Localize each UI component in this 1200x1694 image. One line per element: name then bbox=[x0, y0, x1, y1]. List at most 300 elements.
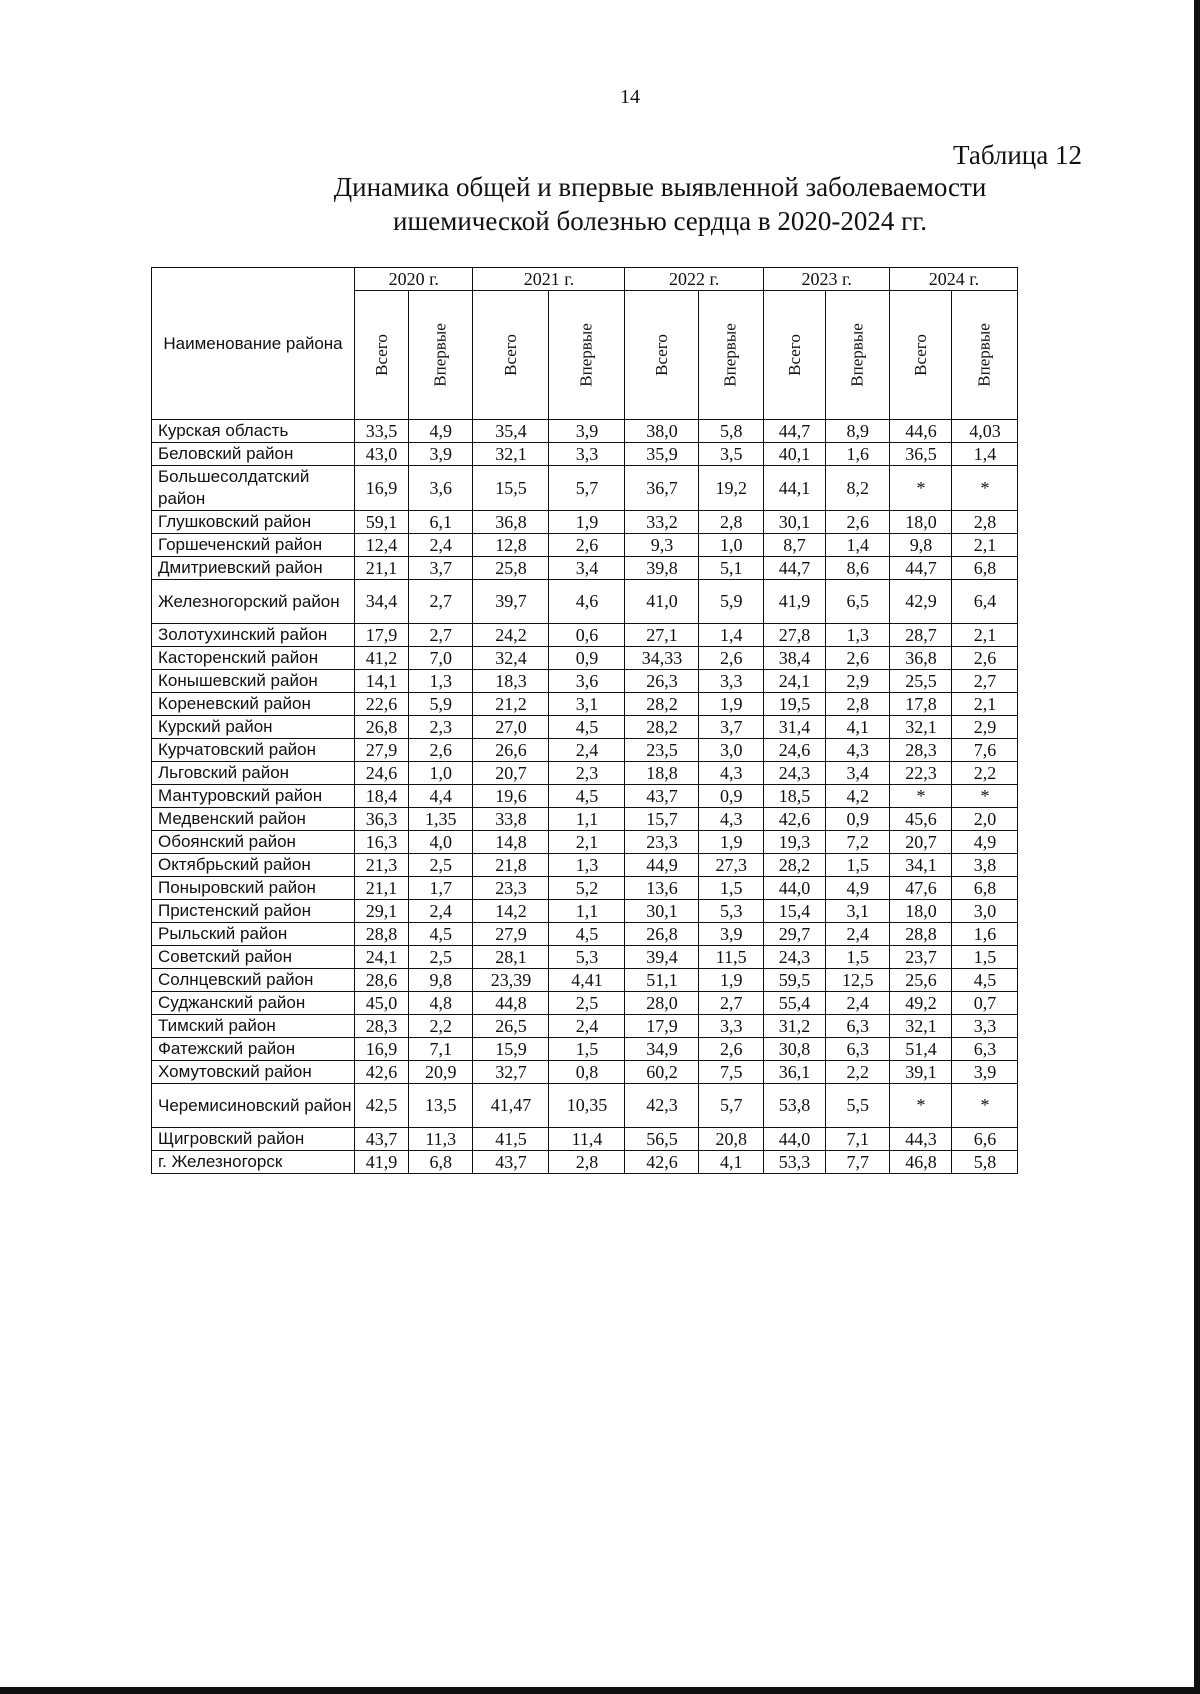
first-time-value-cell: 1,7 bbox=[409, 877, 473, 900]
rotated-label: Всего bbox=[910, 334, 930, 376]
first-time-value-cell: 0,6 bbox=[549, 624, 625, 647]
first-time-value-cell: 6,6 bbox=[952, 1128, 1018, 1151]
page-number: 14 bbox=[620, 86, 640, 108]
total-value-cell: * bbox=[890, 785, 952, 808]
first-time-value-cell: 3,3 bbox=[699, 1015, 763, 1038]
total-value-cell: 26,8 bbox=[355, 716, 409, 739]
district-name: Золотухинский район bbox=[152, 624, 355, 647]
first-time-value-cell: * bbox=[952, 466, 1018, 511]
total-value-cell: 43,7 bbox=[625, 785, 699, 808]
total-value-cell: 30,8 bbox=[763, 1038, 825, 1061]
year-header: 2023 г. bbox=[763, 268, 889, 291]
total-value-cell: 44,9 bbox=[625, 854, 699, 877]
table-row bbox=[152, 1015, 1018, 1038]
table-row bbox=[152, 877, 1018, 900]
total-value-cell: 20,7 bbox=[890, 831, 952, 854]
total-value-cell: 39,7 bbox=[473, 580, 549, 624]
first-time-value-cell: 2,6 bbox=[409, 739, 473, 762]
total-value-cell: 32,1 bbox=[890, 1015, 952, 1038]
year-header: 2024 г. bbox=[890, 268, 1018, 291]
district-name: Черемисиновский район bbox=[152, 1084, 355, 1128]
table-row bbox=[152, 557, 1018, 580]
total-value-cell: 42,6 bbox=[625, 1151, 699, 1174]
first-time-value-cell: 1,4 bbox=[825, 534, 889, 557]
total-value-cell: 22,3 bbox=[890, 762, 952, 785]
district-name: Кореневский район bbox=[152, 693, 355, 716]
first-time-value-cell: 2,4 bbox=[825, 923, 889, 946]
district-name: Фатежский район bbox=[152, 1038, 355, 1061]
first-time-value-cell: 2,9 bbox=[825, 670, 889, 693]
district-name: Курская область bbox=[152, 420, 355, 443]
first-time-value-cell: 7,7 bbox=[825, 1151, 889, 1174]
total-value-cell: 9,3 bbox=[625, 534, 699, 557]
total-value-cell: 24,6 bbox=[355, 762, 409, 785]
table-row bbox=[152, 808, 1018, 831]
total-value-cell: 27,0 bbox=[473, 716, 549, 739]
total-value-cell: 18,5 bbox=[763, 785, 825, 808]
total-value-cell: 31,4 bbox=[763, 716, 825, 739]
rotated-label: Всего bbox=[784, 334, 804, 376]
first-time-value-cell: 3,4 bbox=[549, 557, 625, 580]
district-name: Железногорский район bbox=[152, 580, 355, 624]
first-time-value-cell: 6,3 bbox=[825, 1038, 889, 1061]
table-row bbox=[152, 854, 1018, 877]
first-time-value-cell: 3,8 bbox=[952, 854, 1018, 877]
total-value-cell: 21,1 bbox=[355, 877, 409, 900]
total-value-cell: 27,1 bbox=[625, 624, 699, 647]
table-row bbox=[152, 466, 1018, 511]
total-value-cell: 15,5 bbox=[473, 466, 549, 511]
first-time-value-cell: 2,5 bbox=[409, 946, 473, 969]
first-time-value-cell: 1,1 bbox=[549, 900, 625, 923]
total-value-cell: 18,8 bbox=[625, 762, 699, 785]
district-name: Курчатовский район bbox=[152, 739, 355, 762]
total-value-cell: 36,5 bbox=[890, 443, 952, 466]
first-time-value-cell: 3,7 bbox=[699, 716, 763, 739]
total-value-cell: 41,0 bbox=[625, 580, 699, 624]
district-name: Поныровский район bbox=[152, 877, 355, 900]
first-time-value-cell: 5,3 bbox=[699, 900, 763, 923]
rotated-label: Всего bbox=[500, 334, 520, 376]
first-time-value-cell: 1,1 bbox=[549, 808, 625, 831]
first-time-value-cell: 1,3 bbox=[825, 624, 889, 647]
total-value-cell: 22,6 bbox=[355, 693, 409, 716]
first-time-value-cell: 7,1 bbox=[409, 1038, 473, 1061]
first-time-value-cell: 5,8 bbox=[952, 1151, 1018, 1174]
total-value-cell: 42,5 bbox=[355, 1084, 409, 1128]
first-time-value-cell: * bbox=[952, 785, 1018, 808]
table-row bbox=[152, 580, 1018, 624]
total-value-cell: 44,6 bbox=[890, 420, 952, 443]
total-value-cell: 46,8 bbox=[890, 1151, 952, 1174]
total-value-cell: 32,1 bbox=[890, 716, 952, 739]
total-value-cell: 44,7 bbox=[763, 420, 825, 443]
first-time-value-cell: 4,3 bbox=[825, 739, 889, 762]
total-value-cell: 8,7 bbox=[763, 534, 825, 557]
total-value-cell: 41,5 bbox=[473, 1128, 549, 1151]
total-value-cell: 28,3 bbox=[355, 1015, 409, 1038]
first-time-value-cell: 2,6 bbox=[952, 647, 1018, 670]
district-name: Беловский район bbox=[152, 443, 355, 466]
total-value-cell: 33,5 bbox=[355, 420, 409, 443]
year-header: 2020 г. bbox=[355, 268, 473, 291]
first-time-value-cell: 2,4 bbox=[549, 1015, 625, 1038]
first-time-value-cell: 2,2 bbox=[825, 1061, 889, 1084]
total-value-cell: 36,3 bbox=[355, 808, 409, 831]
total-value-cell: 41,2 bbox=[355, 647, 409, 670]
first-time-value-cell: 2,4 bbox=[409, 534, 473, 557]
total-value-cell: 39,1 bbox=[890, 1061, 952, 1084]
first-time-value-cell: 2,3 bbox=[409, 716, 473, 739]
total-value-cell: 31,2 bbox=[763, 1015, 825, 1038]
total-value-cell: 42,9 bbox=[890, 580, 952, 624]
total-subheader bbox=[763, 291, 825, 420]
first-time-value-cell: 1,3 bbox=[409, 670, 473, 693]
rotated-label: Всего bbox=[371, 334, 391, 376]
first-time-value-cell: 3,9 bbox=[699, 923, 763, 946]
table-title-line: Динамика общей и впервые выявленной заболеваемости bbox=[333, 172, 987, 202]
total-value-cell: 28,0 bbox=[625, 992, 699, 1015]
first-time-value-cell: 2,6 bbox=[699, 647, 763, 670]
district-name: Льговский район bbox=[152, 762, 355, 785]
table-row bbox=[152, 1084, 1018, 1128]
first-time-value-cell: 4,5 bbox=[549, 785, 625, 808]
district-name: Обоянский район bbox=[152, 831, 355, 854]
year-header: 2021 г. bbox=[473, 268, 625, 291]
first-time-value-cell: 1,9 bbox=[699, 831, 763, 854]
table-row bbox=[152, 693, 1018, 716]
district-name: Курский район bbox=[152, 716, 355, 739]
first-time-value-cell: 3,3 bbox=[549, 443, 625, 466]
total-value-cell: 39,8 bbox=[625, 557, 699, 580]
total-value-cell: * bbox=[890, 466, 952, 511]
total-value-cell: 21,3 bbox=[355, 854, 409, 877]
total-value-cell: 44,0 bbox=[763, 877, 825, 900]
total-value-cell: 26,6 bbox=[473, 739, 549, 762]
total-value-cell: 53,8 bbox=[763, 1084, 825, 1128]
total-subheader bbox=[890, 291, 952, 420]
table-title bbox=[300, 170, 1020, 238]
table-row bbox=[152, 647, 1018, 670]
first-time-value-cell: 20,8 bbox=[699, 1128, 763, 1151]
total-value-cell: 23,3 bbox=[473, 877, 549, 900]
total-value-cell: 28,8 bbox=[355, 923, 409, 946]
total-value-cell: 28,2 bbox=[625, 716, 699, 739]
first-time-value-cell: 6,8 bbox=[952, 877, 1018, 900]
first-time-value-cell: 4,3 bbox=[699, 808, 763, 831]
total-value-cell: 16,3 bbox=[355, 831, 409, 854]
first-time-value-cell: 7,2 bbox=[825, 831, 889, 854]
first-time-value-cell: 2,8 bbox=[549, 1151, 625, 1174]
table-row bbox=[152, 420, 1018, 443]
first-time-value-cell: 1,5 bbox=[825, 946, 889, 969]
total-value-cell: 59,1 bbox=[355, 511, 409, 534]
total-value-cell: 51,4 bbox=[890, 1038, 952, 1061]
first-time-value-cell: 6,8 bbox=[409, 1151, 473, 1174]
total-value-cell: 41,9 bbox=[355, 1151, 409, 1174]
first-time-value-cell: 4,9 bbox=[952, 831, 1018, 854]
total-value-cell: 40,1 bbox=[763, 443, 825, 466]
first-time-value-cell: 2,6 bbox=[825, 511, 889, 534]
first-time-value-cell: 1,4 bbox=[952, 443, 1018, 466]
total-value-cell: 12,8 bbox=[473, 534, 549, 557]
first-time-value-cell: 7,0 bbox=[409, 647, 473, 670]
total-value-cell: 53,3 bbox=[763, 1151, 825, 1174]
table-row bbox=[152, 900, 1018, 923]
total-value-cell: 41,9 bbox=[763, 580, 825, 624]
first-time-value-cell: 0,7 bbox=[952, 992, 1018, 1015]
total-value-cell: 44,7 bbox=[763, 557, 825, 580]
district-name: Конышевский район bbox=[152, 670, 355, 693]
first-time-value-cell: 5,9 bbox=[699, 580, 763, 624]
total-value-cell: 18,0 bbox=[890, 511, 952, 534]
district-name: Горшеченский район bbox=[152, 534, 355, 557]
first-time-value-cell: 4,9 bbox=[409, 420, 473, 443]
total-subheader bbox=[355, 291, 409, 420]
total-value-cell: 23,5 bbox=[625, 739, 699, 762]
total-value-cell: 21,1 bbox=[355, 557, 409, 580]
first-time-value-cell: 1,35 bbox=[409, 808, 473, 831]
first-time-value-cell: 0,8 bbox=[549, 1061, 625, 1084]
district-name: Суджанский район bbox=[152, 992, 355, 1015]
total-value-cell: 35,4 bbox=[473, 420, 549, 443]
first-time-value-cell: 4,41 bbox=[549, 969, 625, 992]
table-row bbox=[152, 1038, 1018, 1061]
first-time-subheader bbox=[549, 291, 625, 420]
total-value-cell: 17,9 bbox=[625, 1015, 699, 1038]
first-time-subheader bbox=[825, 291, 889, 420]
first-time-value-cell: 3,1 bbox=[825, 900, 889, 923]
first-time-subheader bbox=[952, 291, 1018, 420]
first-time-value-cell: 2,4 bbox=[549, 739, 625, 762]
district-name: Большесолдатский район bbox=[152, 466, 355, 511]
district-name: Щигровский район bbox=[152, 1128, 355, 1151]
table-row bbox=[152, 670, 1018, 693]
first-time-subheader bbox=[409, 291, 473, 420]
first-time-value-cell: 5,7 bbox=[549, 466, 625, 511]
total-value-cell: 25,6 bbox=[890, 969, 952, 992]
total-value-cell: 21,8 bbox=[473, 854, 549, 877]
first-time-value-cell: 6,4 bbox=[952, 580, 1018, 624]
total-value-cell: 28,8 bbox=[890, 923, 952, 946]
first-time-value-cell: 1,4 bbox=[699, 624, 763, 647]
total-value-cell: 25,8 bbox=[473, 557, 549, 580]
first-time-value-cell: 1,9 bbox=[549, 511, 625, 534]
first-time-value-cell: 27,3 bbox=[699, 854, 763, 877]
first-time-value-cell: 2,0 bbox=[952, 808, 1018, 831]
first-time-value-cell: 1,9 bbox=[699, 969, 763, 992]
total-value-cell: 41,47 bbox=[473, 1084, 549, 1128]
table-row bbox=[152, 624, 1018, 647]
total-value-cell: 36,7 bbox=[625, 466, 699, 511]
table-row bbox=[152, 762, 1018, 785]
first-time-value-cell: 5,5 bbox=[825, 1084, 889, 1128]
first-time-value-cell: 4,1 bbox=[825, 716, 889, 739]
first-time-value-cell: 7,1 bbox=[825, 1128, 889, 1151]
first-time-value-cell: 5,3 bbox=[549, 946, 625, 969]
first-time-value-cell: 2,1 bbox=[952, 624, 1018, 647]
total-value-cell: 45,0 bbox=[355, 992, 409, 1015]
first-time-value-cell: 4,5 bbox=[549, 716, 625, 739]
first-time-value-cell: 4,4 bbox=[409, 785, 473, 808]
district-name: Касторенский район bbox=[152, 647, 355, 670]
total-value-cell: 24,3 bbox=[763, 762, 825, 785]
first-time-value-cell: 1,5 bbox=[699, 877, 763, 900]
total-value-cell: 42,6 bbox=[355, 1061, 409, 1084]
first-time-value-cell: 1,6 bbox=[952, 923, 1018, 946]
total-value-cell: 25,5 bbox=[890, 670, 952, 693]
total-value-cell: 38,0 bbox=[625, 420, 699, 443]
total-value-cell: 28,7 bbox=[890, 624, 952, 647]
total-value-cell: 44,7 bbox=[890, 557, 952, 580]
table-row bbox=[152, 969, 1018, 992]
total-value-cell: 43,0 bbox=[355, 443, 409, 466]
rotated-label: Впервые bbox=[576, 323, 596, 387]
total-value-cell: 14,1 bbox=[355, 670, 409, 693]
total-value-cell: 51,1 bbox=[625, 969, 699, 992]
first-time-value-cell: 2,6 bbox=[699, 1038, 763, 1061]
first-time-value-cell: 2,7 bbox=[699, 992, 763, 1015]
total-value-cell: 19,6 bbox=[473, 785, 549, 808]
first-time-value-cell: 7,6 bbox=[952, 739, 1018, 762]
first-time-value-cell: 2,1 bbox=[952, 693, 1018, 716]
first-time-value-cell: 5,7 bbox=[699, 1084, 763, 1128]
total-value-cell: 29,1 bbox=[355, 900, 409, 923]
table-row bbox=[152, 534, 1018, 557]
first-time-value-cell: 9,8 bbox=[409, 969, 473, 992]
total-value-cell: 38,4 bbox=[763, 647, 825, 670]
total-value-cell: 26,8 bbox=[625, 923, 699, 946]
first-time-value-cell: 3,7 bbox=[409, 557, 473, 580]
total-value-cell: 21,2 bbox=[473, 693, 549, 716]
first-time-value-cell: 2,5 bbox=[549, 992, 625, 1015]
total-value-cell: 43,7 bbox=[473, 1151, 549, 1174]
total-subheader bbox=[625, 291, 699, 420]
total-value-cell: 18,4 bbox=[355, 785, 409, 808]
first-time-value-cell: 7,5 bbox=[699, 1061, 763, 1084]
first-time-value-cell: 5,8 bbox=[699, 420, 763, 443]
table-row bbox=[152, 443, 1018, 466]
first-time-value-cell: 2,5 bbox=[409, 854, 473, 877]
total-value-cell: 17,9 bbox=[355, 624, 409, 647]
total-value-cell: 45,6 bbox=[890, 808, 952, 831]
first-time-value-cell: 2,2 bbox=[952, 762, 1018, 785]
total-value-cell: 59,5 bbox=[763, 969, 825, 992]
table-row bbox=[152, 785, 1018, 808]
first-time-value-cell: 2,8 bbox=[699, 511, 763, 534]
first-time-value-cell: 10,35 bbox=[549, 1084, 625, 1128]
first-time-value-cell: 8,2 bbox=[825, 466, 889, 511]
rotated-label: Впервые bbox=[974, 323, 994, 387]
total-value-cell: * bbox=[890, 1084, 952, 1128]
total-value-cell: 15,9 bbox=[473, 1038, 549, 1061]
scan-edge-bottom bbox=[0, 1687, 1200, 1694]
first-time-value-cell: 1,3 bbox=[549, 854, 625, 877]
first-time-value-cell: 3,0 bbox=[952, 900, 1018, 923]
district-name: Дмитриевский район bbox=[152, 557, 355, 580]
total-value-cell: 44,0 bbox=[763, 1128, 825, 1151]
total-value-cell: 49,2 bbox=[890, 992, 952, 1015]
total-value-cell: 27,8 bbox=[763, 624, 825, 647]
district-name: Октябрьский район bbox=[152, 854, 355, 877]
total-value-cell: 19,3 bbox=[763, 831, 825, 854]
table-row bbox=[152, 1128, 1018, 1151]
district-name: Рыльский район bbox=[152, 923, 355, 946]
first-time-value-cell: 2,8 bbox=[952, 511, 1018, 534]
first-time-value-cell: 2,6 bbox=[549, 534, 625, 557]
first-time-value-cell: 3,4 bbox=[825, 762, 889, 785]
total-value-cell: 18,0 bbox=[890, 900, 952, 923]
total-value-cell: 26,3 bbox=[625, 670, 699, 693]
total-value-cell: 44,1 bbox=[763, 466, 825, 511]
table-row bbox=[152, 1151, 1018, 1174]
total-value-cell: 24,3 bbox=[763, 946, 825, 969]
first-time-value-cell: 2,7 bbox=[952, 670, 1018, 693]
district-name: Хомутовский район bbox=[152, 1061, 355, 1084]
total-value-cell: 43,7 bbox=[355, 1128, 409, 1151]
first-time-value-cell: 3,6 bbox=[409, 466, 473, 511]
first-time-value-cell: 2,1 bbox=[549, 831, 625, 854]
total-value-cell: 24,2 bbox=[473, 624, 549, 647]
rotated-label: Впервые bbox=[847, 323, 867, 387]
first-time-value-cell: 4,1 bbox=[699, 1151, 763, 1174]
first-time-value-cell: 3,6 bbox=[549, 670, 625, 693]
total-value-cell: 39,4 bbox=[625, 946, 699, 969]
first-time-value-cell: 2,7 bbox=[409, 580, 473, 624]
table-row bbox=[152, 992, 1018, 1015]
district-name: Солнцевский район bbox=[152, 969, 355, 992]
first-time-value-cell: 6,3 bbox=[825, 1015, 889, 1038]
first-time-value-cell: 5,2 bbox=[549, 877, 625, 900]
first-time-value-cell: 4,2 bbox=[825, 785, 889, 808]
first-time-value-cell: 6,8 bbox=[952, 557, 1018, 580]
first-time-value-cell: 6,3 bbox=[952, 1038, 1018, 1061]
first-time-value-cell: 11,5 bbox=[699, 946, 763, 969]
total-value-cell: 55,4 bbox=[763, 992, 825, 1015]
total-value-cell: 17,8 bbox=[890, 693, 952, 716]
total-value-cell: 24,1 bbox=[763, 670, 825, 693]
first-time-value-cell: 11,3 bbox=[409, 1128, 473, 1151]
total-value-cell: 33,2 bbox=[625, 511, 699, 534]
table-row bbox=[152, 716, 1018, 739]
table-row bbox=[152, 946, 1018, 969]
district-column-header: Наименование района bbox=[152, 268, 355, 420]
first-time-value-cell: 3,9 bbox=[409, 443, 473, 466]
first-time-value-cell: 8,6 bbox=[825, 557, 889, 580]
total-value-cell: 30,1 bbox=[625, 900, 699, 923]
first-time-value-cell: 3,3 bbox=[699, 670, 763, 693]
first-time-value-cell: 2,2 bbox=[409, 1015, 473, 1038]
total-value-cell: 24,6 bbox=[763, 739, 825, 762]
first-time-value-cell: 1,5 bbox=[952, 946, 1018, 969]
total-value-cell: 15,7 bbox=[625, 808, 699, 831]
total-value-cell: 33,8 bbox=[473, 808, 549, 831]
first-time-value-cell: 4,3 bbox=[699, 762, 763, 785]
first-time-value-cell: 1,9 bbox=[699, 693, 763, 716]
total-value-cell: 28,3 bbox=[890, 739, 952, 762]
total-value-cell: 36,8 bbox=[890, 647, 952, 670]
first-time-value-cell: 12,5 bbox=[825, 969, 889, 992]
rotated-label: Впервые bbox=[430, 323, 450, 387]
first-time-value-cell: 2,1 bbox=[952, 534, 1018, 557]
first-time-value-cell: 2,7 bbox=[409, 624, 473, 647]
first-time-value-cell: 2,4 bbox=[409, 900, 473, 923]
scan-edge-right bbox=[1194, 0, 1200, 1694]
district-name: Советский район bbox=[152, 946, 355, 969]
first-time-value-cell: 4,0 bbox=[409, 831, 473, 854]
first-time-value-cell: 2,4 bbox=[825, 992, 889, 1015]
first-time-value-cell: 6,1 bbox=[409, 511, 473, 534]
